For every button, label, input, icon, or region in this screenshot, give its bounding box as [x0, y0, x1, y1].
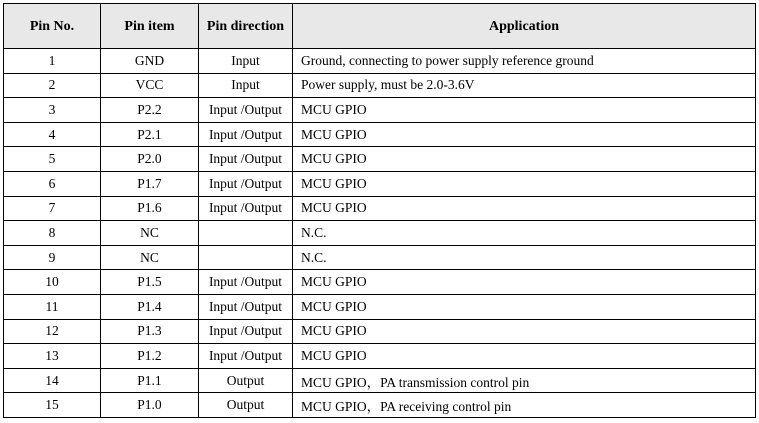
header-pin-no: Pin No.	[4, 4, 101, 49]
cell-application: MCU GPIO	[293, 294, 756, 319]
table-row	[4, 294, 756, 319]
table-row	[4, 393, 756, 418]
cell-application: MCU GPIO	[293, 344, 756, 369]
cell-application: N.C.	[293, 245, 756, 270]
cell-pin-item: NC	[101, 221, 199, 246]
cell-application: Ground, connecting to power supply reference ground	[293, 49, 756, 74]
cell-pin-item: P2.1	[101, 122, 199, 147]
cell-application: MCU GPIO	[293, 98, 756, 123]
cell-pin-item: P1.5	[101, 270, 199, 295]
table-row	[4, 319, 756, 344]
cell-pin-no: 10	[4, 270, 101, 295]
cell-pin-direction: Input /Output	[199, 147, 293, 172]
cell-pin-direction	[199, 221, 293, 246]
cell-pin-item: P2.2	[101, 98, 199, 123]
cell-pin-item: P1.6	[101, 196, 199, 221]
cell-application: N.C.	[293, 221, 756, 246]
cell-pin-no: 6	[4, 171, 101, 196]
cell-pin-item: GND	[101, 49, 199, 74]
cell-pin-direction	[199, 245, 293, 270]
cell-pin-item: NC	[101, 245, 199, 270]
table-row	[4, 49, 756, 74]
header-application: Application	[293, 4, 756, 49]
cell-application: MCU GPIO，PA receiving control pin	[293, 393, 756, 418]
cell-pin-direction: Input /Output	[199, 270, 293, 295]
cell-pin-item: P1.1	[101, 368, 199, 393]
cell-pin-item: P1.7	[101, 171, 199, 196]
cell-pin-item: P1.4	[101, 294, 199, 319]
cell-pin-direction: Input /Output	[199, 196, 293, 221]
table-row	[4, 122, 756, 147]
cell-application: MCU GPIO	[293, 147, 756, 172]
cell-application: MCU GPIO	[293, 196, 756, 221]
table-row	[4, 73, 756, 98]
cell-pin-no: 14	[4, 368, 101, 393]
cell-pin-item: P1.0	[101, 393, 199, 418]
cell-pin-direction: Input /Output	[199, 344, 293, 369]
table-row	[4, 368, 756, 393]
cell-pin-direction: Output	[199, 368, 293, 393]
table-row	[4, 98, 756, 123]
cell-pin-direction: Input /Output	[199, 319, 293, 344]
table-row	[4, 171, 756, 196]
table-row	[4, 270, 756, 295]
cell-pin-no: 11	[4, 294, 101, 319]
cell-pin-no: 4	[4, 122, 101, 147]
cell-pin-item: P1.3	[101, 319, 199, 344]
cell-pin-direction: Input	[199, 49, 293, 74]
cell-pin-no: 13	[4, 344, 101, 369]
cell-pin-no: 9	[4, 245, 101, 270]
cell-pin-direction: Input /Output	[199, 98, 293, 123]
cell-pin-no: 3	[4, 98, 101, 123]
cell-pin-no: 2	[4, 73, 101, 98]
cell-pin-direction: Input /Output	[199, 122, 293, 147]
cell-pin-no: 5	[4, 147, 101, 172]
table-row	[4, 245, 756, 270]
cell-pin-direction: Input	[199, 73, 293, 98]
cell-pin-direction: Input /Output	[199, 171, 293, 196]
cell-pin-no: 15	[4, 393, 101, 418]
cell-pin-no: 12	[4, 319, 101, 344]
table-row	[4, 221, 756, 246]
header-pin-item: Pin item	[101, 4, 199, 49]
cell-application: MCU GPIO	[293, 171, 756, 196]
header-pin-direction: Pin direction	[199, 4, 293, 49]
cell-pin-item: P2.0	[101, 147, 199, 172]
pin-table	[3, 3, 756, 418]
table-row	[4, 147, 756, 172]
table-header-row	[4, 4, 756, 49]
cell-pin-item: VCC	[101, 73, 199, 98]
cell-pin-no: 1	[4, 49, 101, 74]
cell-application: MCU GPIO，PA transmission control pin	[293, 368, 756, 393]
table-row	[4, 344, 756, 369]
cell-pin-direction: Input /Output	[199, 294, 293, 319]
table-row	[4, 196, 756, 221]
cell-pin-no: 8	[4, 221, 101, 246]
cell-pin-item: P1.2	[101, 344, 199, 369]
cell-application: Power supply, must be 2.0-3.6V	[293, 73, 756, 98]
cell-application: MCU GPIO	[293, 270, 756, 295]
cell-application: MCU GPIO	[293, 319, 756, 344]
cell-application: MCU GPIO	[293, 122, 756, 147]
cell-pin-direction: Output	[199, 393, 293, 418]
cell-pin-no: 7	[4, 196, 101, 221]
